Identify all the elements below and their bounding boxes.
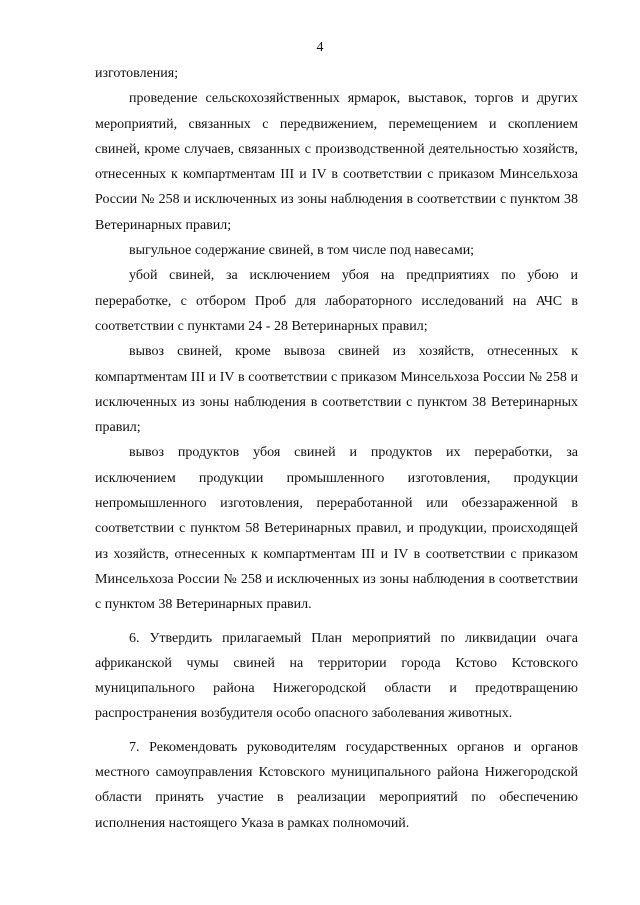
paragraph-pig-export-ban: вывоз свиней, кроме вывоза свиней из хозяйств, отнесенных к компартментам III и IV в соответствии с приказом Минсельхоза России № 258 и исключенных из зоны наблюдения в соответствии с пунктом 38 Ветеринарных правил;: [95, 344, 578, 436]
page-number: 4: [316, 40, 324, 55]
paragraph-continuation: изготовления;: [95, 66, 179, 81]
paragraph-free-range-ban: выгульное содержание свиней, в том числе под навесами;: [129, 243, 475, 259]
paragraph-item-6: 6. Утвердить прилагаемый План мероприятий по ликвидации очага африканской чумы свиней на территории города Кстово Кстовского муниципального района Нижегородской области и предотвращению распространения возбудителя особо опасного заболевания животных.: [95, 630, 578, 722]
paragraph-fairs-ban: проведение сельскохозяйственных ярмарок, выставок, торгов и других мероприятий, связанных с передвижением, перемещением и скоплением свиней, кроме случаев, связанных с производственной деятельностью хозяйств, отнесенных к компартментам III и IV в соответствии с приказом Минсельхоза России № 258 и исключенных из зоны наблюдения в соответствии с пунктом 38 Ветеринарных правил;: [95, 91, 578, 233]
paragraph-item-7: 7. Рекомендовать руководителям государственных органов и органов местного самоуправления Кстовского муниципального района Нижегородской области принять участие в реализации мероприятий по обеспечению исполнения настоящего Указа в рамках полномочий.: [95, 739, 578, 831]
paragraph-slaughter-ban: убой свиней, за исключением убоя на предприятиях по убою и переработке, с отбором Проб для лабораторного исследований на АЧС в соответствии с пунктами 24 - 28 Ветеринарных правил;: [95, 268, 578, 334]
document-body: [95, 61, 578, 836]
paragraph-products-export-ban: вывоз продуктов убоя свиней и продуктов их переработки, за исключением продукции промышленного изготовления, продукции непромышленного изготовления, переработанной или обеззараженной в соответствии с пунктом 58 Ветеринарных правил, и продукции, происходящей из хозяйств, отнесенных к компартментам III и IV в соответствии с приказом Минсельхоза России № 258 и исключенных из зоны наблюдения в соответствии с пунктом 38 Ветеринарных правил.: [95, 445, 578, 613]
